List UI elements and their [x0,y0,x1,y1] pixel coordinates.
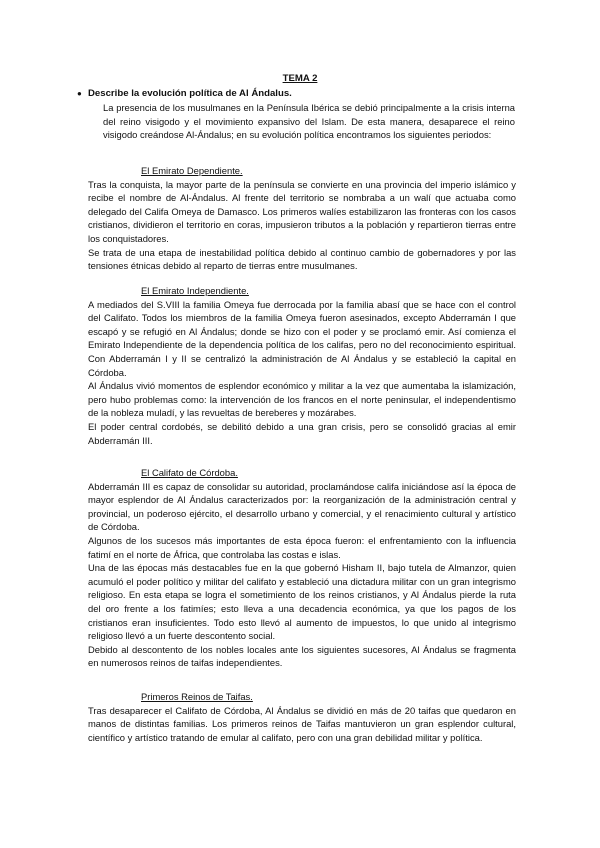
bullet-icon: ● [77,89,82,98]
paragraph: A mediados del S.VIII la familia Omeya fue derrocada por la familia abasí que se hace con el control del Califato. Todos los miembros de la familia Omeya fueron asesinados, excepto Abderramán I que escapó y se refugió en Al Ándalus; donde se hizo con el poder y se proclamó emir. Así comienza el Emirato Independiente de la dependencia política de los califas, pero no del reconocimiento espiritual. Con Abderramán I y II se centralizó la administración de Al Ándalus y se estableció la capital en Córdoba. [88,298,516,378]
paragraph: Una de las épocas más destacables fue en la que gobernó Hisham II, bajo tutela de Almanzor, quien acumuló el poder político y militar del califato y estableció una dictadura militar con un gran integrismo religioso. En esta etapa se logra el sometimiento de los reinos cristianos, y Al Ándalus pierde la ruta del oro frente a los fatimíes; esto lleva a una decadencia económica, ya que los pagos de los cristianos eran insuficientes. Todo esto llevó al aumento de impuestos, lo que unido al integrismo religioso llevó a un fuerte descontento social. [88,562,516,642]
section-emirato-dependiente [88,164,516,273]
question-heading [77,87,528,101]
paragraph: Al Ándalus vivió momentos de esplendor económico y militar a la vez que aumentaba la islamización, pero hubo problemas como: la intervención de los francos en el norte peninsular, el independentismo de la nobleza muladí, y las revueltas de bereberes y mozárabes. [88,380,516,419]
paragraph: Tras desaparecer el Califato de Córdoba, Al Ándalus se dividió en más de 20 taifas que quedaron en manos de distintas familias. Los primeros reinos de Taifas mantuvieron un gran esplendor cultural, científico y artístico tratando de emular al califato, pero con una gran debilidad militar y política. [88,704,516,743]
paragraph: Debido al descontento de los nobles locales ante los siguientes sucesores, Al Ándalus se fragmenta en numerosos reinos de taifas independientes. [88,643,516,669]
question-text: Describe la evolución política de Al Ándalus. [88,88,292,99]
section-reinos-taifas [88,690,516,744]
section-heading: El Emirato Dependiente. [141,165,243,176]
intro-paragraph: La presencia de los musulmanes en la Península Ibérica se debió principalmente a la crisis interna del reino visigodo y el movimiento expansivo del Islam. De esta manera, desaparece el reino visigodo creándose Al-Ándalus; en su evolución política encontramos los siguientes periodos: [103,102,515,141]
paragraph: Tras la conquista, la mayor parte de la península se convierte en una provincia del imperio islámico y recibe el nombre de Al-Ándalus. Al frente del territorio se nombraba a un walí que actuaba como delegado del Califa Omeya de Damasco. Los primeros walíes estabilizaron las fronteras con los casos cristianos, dividieron el territorio en coras, impusieron tributos a la población y repartieron tierras entre los conquistadores. [88,178,516,244]
document-title: TEMA 2 [282,73,318,84]
paragraph: El poder central cordobés, se debilitó debido a una gran crisis, pero se consolidó gracias al emir Abderramán III. [88,420,516,446]
section-heading: El Emirato Independiente. [141,285,249,296]
paragraph: Algunos de los sucesos más importantes de esta época fueron: el enfrentamiento con la influencia fatimí en el norte de África, que controlaba las costas e islas. [88,534,516,560]
section-califato-cordoba [88,466,516,670]
section-emirato-independiente [88,284,516,447]
section-heading: El Califato de Córdoba. [141,467,238,478]
section-heading: Primeros Reinos de Taifas. [141,691,253,702]
paragraph: Abderramán III es capaz de consolidar su autoridad, proclamándose califa iniciándose así la época de mayor esplendor de Al Ándalus caracterizados por: la reorganización de la administración central y provincial, un poderoso ejército, el desarrollo urbano y comercial, y el renacimiento cultural y artístico de Córdoba. [88,480,516,533]
paragraph: Se trata de una etapa de inestabilidad política debido al continuo cambio de gobernadores y por las tensiones étnicas debido al reparto de tierras entre musulmanes. [88,246,516,272]
